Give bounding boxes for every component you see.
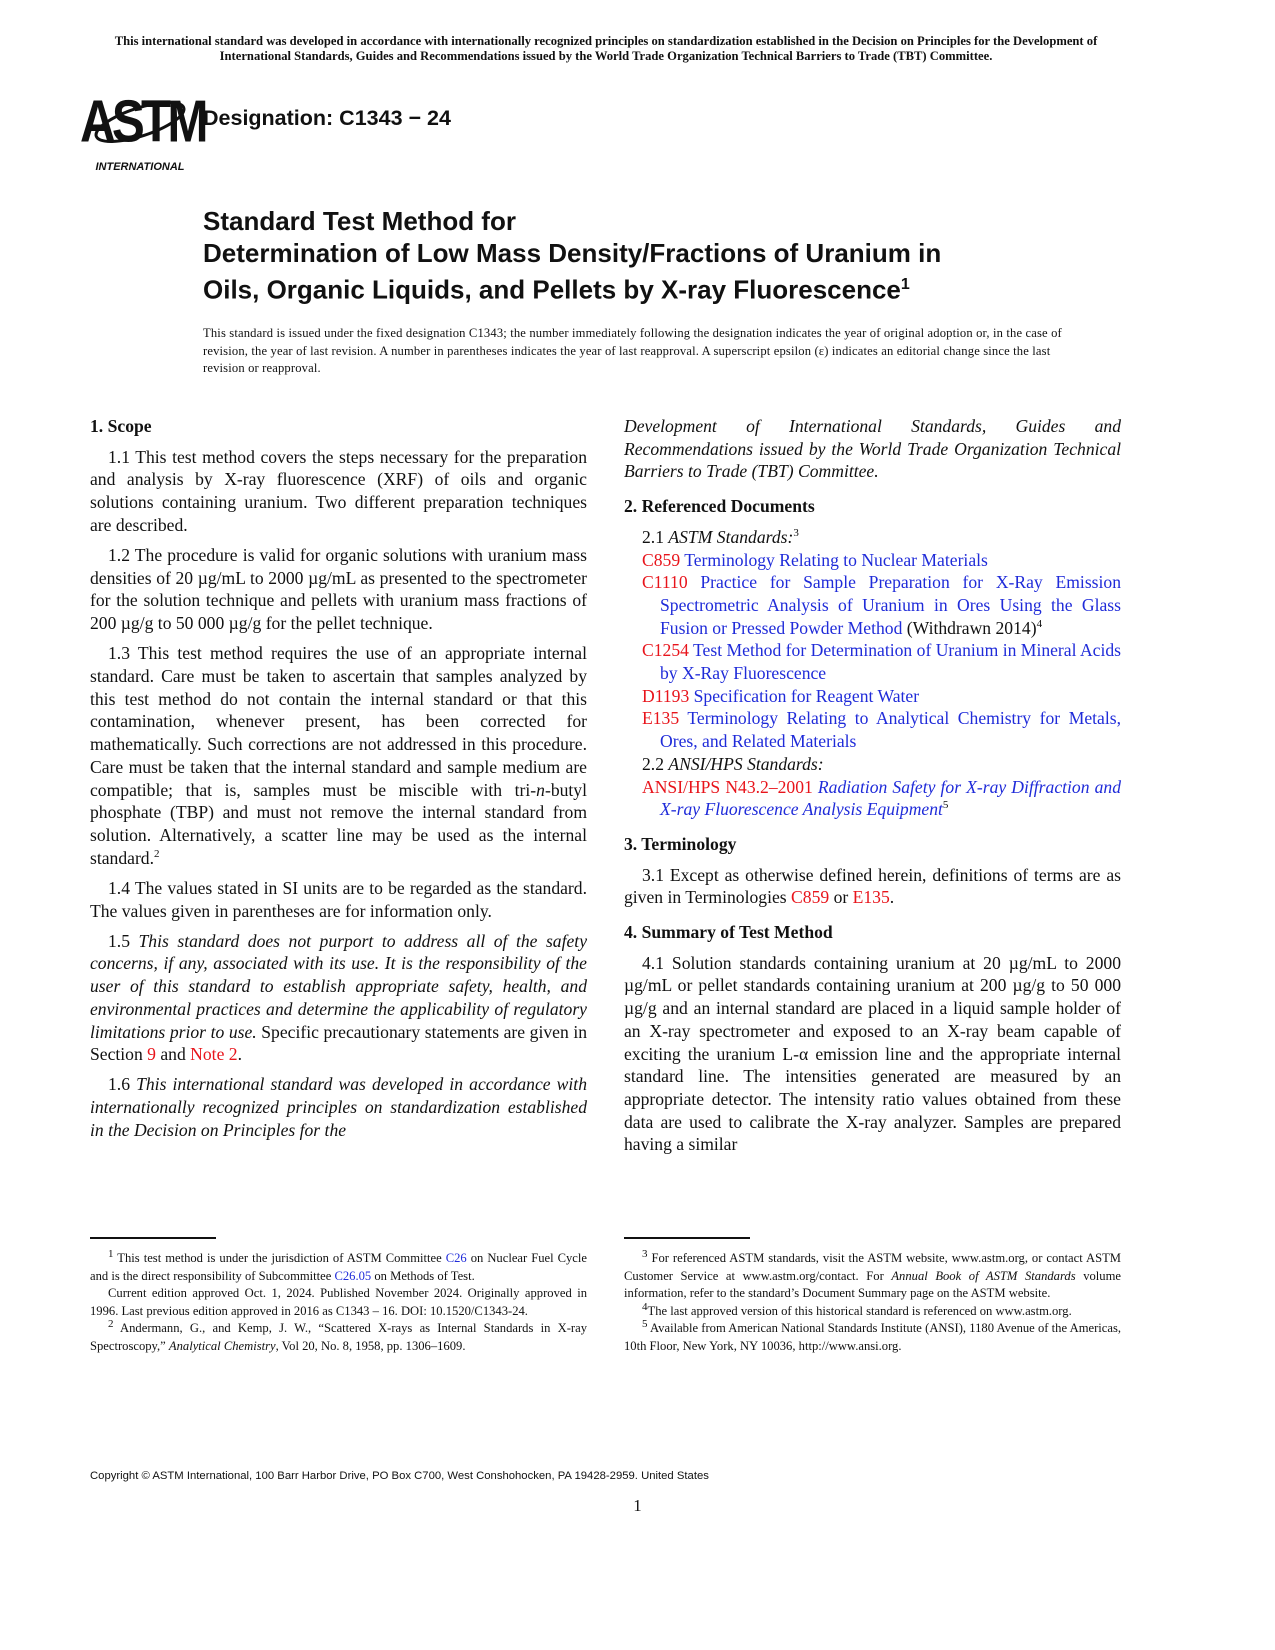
text-segment: and xyxy=(155,1044,191,1065)
paragraph xyxy=(90,642,587,869)
reference-link[interactable]: E135 xyxy=(642,708,680,729)
footnote xyxy=(90,1285,587,1320)
paragraph xyxy=(90,1073,587,1141)
text-segment: 3.1 Except as otherwise defined herein, definitions of terms are as given in Terminologies xyxy=(624,864,1121,908)
footnote-mark: 4 xyxy=(642,1300,648,1313)
footnotes-left xyxy=(90,1247,587,1355)
title-line xyxy=(203,269,941,306)
text-segment: 1.3 This test method requires the use of an appropriate internal standard. Care must be taken to ascertain that samples analyzed by this test method do not contain the internal standard or that this contamination, whenever present, has been corrected for mathematically. Such corrections are not addressed in this procedure. Care must be taken that the internal standard and sample medium are compatible; that is, samples must be miscible with tri- xyxy=(90,643,587,800)
paragraph xyxy=(624,753,1121,776)
section-heading xyxy=(624,833,1121,856)
text-segment: 1. Scope xyxy=(90,416,152,436)
right-column xyxy=(624,415,1121,1164)
tbt-notice: This international standard was developed in accordance with internationally recognized principles on standardization established in the Decision on Principles for the Development of International Standards, Guides and Recommendations issued by the World Trade Organization Technical Barriers to Trade (TBT) Committee. xyxy=(114,34,1098,63)
text-segment: 1.1 This test method covers the steps necessary for the preparation and analysis by X-ray fluorescence (XRF) of oils and organic solutions containing uranium. Two different preparation techniques are described. xyxy=(90,446,587,535)
reference-entry xyxy=(624,776,1121,821)
section-heading xyxy=(90,415,587,438)
text-segment: 3. Terminology xyxy=(624,833,737,854)
section-heading xyxy=(624,921,1121,944)
text-segment: Current edition approved Oct. 1, 2024. Published November 2024. Originally approved in 1996. Last previous edition approved in 2016 as C1343 – 16. DOI: 10.1520/C1343-24. xyxy=(90,1286,587,1318)
text-segment: 1.2 The procedure is valid for organic solutions with uranium mass densities of 20 µg/mL to 2000 µg/mL as presented to the spectrometer for the solution technique and pellets with uranium mass fractions of 200 µg/g to 50 000 µg/g for the pellet technique. xyxy=(90,545,587,634)
text-segment: -butyl phosphate (TBP) and must not remove the internal standard from solution. Alternatively, a scatter line may be used as the internal standard. xyxy=(90,779,587,868)
reference-link[interactable]: C26.05 xyxy=(334,1268,372,1283)
text-segment: on Nuclear Fuel Cycle and is the direct responsibility of Subcommittee xyxy=(90,1251,587,1283)
text-segment: 4. Summary of Test Method xyxy=(624,922,833,943)
text-segment: This test method is under the jurisdiction of ASTM Committee xyxy=(113,1251,446,1265)
left-column xyxy=(90,415,587,1149)
reference-entry xyxy=(624,685,1121,708)
reference-link[interactable]: Specification for Reagent Water xyxy=(689,685,920,706)
text-segment: on Methods of Test. xyxy=(371,1268,475,1283)
footnote-mark: 2 xyxy=(154,847,160,860)
footnote-mark: 4 xyxy=(1036,617,1043,630)
text-segment: This international standard was developed in accordance with internationally recognized principles on standardization established in the Decision on Principles for the xyxy=(90,1074,587,1140)
footnote-mark: 2 xyxy=(108,1317,114,1330)
paragraph xyxy=(624,415,1121,483)
issued-note: This standard is issued under the fixed designation C1343; the number immediately following the designation indicates the year of original adoption or, in the case of revision, the year of last revision. A number in parentheses indicates the year of last reapproval. A superscript epsilon (ε) indicates an editorial change since the last revision or reapproval. xyxy=(203,326,1062,375)
reference-entry xyxy=(624,549,1121,572)
reference-link[interactable]: E135 xyxy=(852,887,890,908)
paragraph xyxy=(90,877,587,922)
text-segment: 1.5 xyxy=(108,930,139,951)
text-segment: Available from American National Standards Institute (ANSI), 1180 Avenue of the Americas, 10th Floor, New York, NY 10036, http://www.ansi.org. xyxy=(624,1321,1121,1353)
reference-entry xyxy=(624,571,1121,639)
reference-link[interactable]: C859 xyxy=(642,549,681,570)
text-segment: For referenced ASTM standards, visit the ASTM website, www.astm.org, or contact ASTM Customer Service at www.astm.org/contact. For xyxy=(624,1251,1121,1283)
footnote xyxy=(624,1300,1121,1321)
footnote xyxy=(90,1317,587,1355)
paragraph xyxy=(624,864,1121,909)
footnote-mark: 3 xyxy=(642,1247,648,1260)
text-segment: This standard does not purport to address all of the safety concerns, if any, associated with its use. It is the responsibility of the user of this standard to establish appropriate safety, health, and environmental practices and determine the applicability of regulatory limitations prior to use. xyxy=(90,930,587,1042)
text-segment: Andermann, G., and Kemp, J. W., “Scattered X-rays as Internal Standards in X-ray Spectroscopy,” xyxy=(90,1321,587,1353)
reference-link[interactable]: C26 xyxy=(445,1251,467,1265)
paragraph xyxy=(90,930,587,1066)
paragraph xyxy=(624,526,1121,549)
text-segment: ANSI/HPS Standards: xyxy=(668,753,824,774)
footnote xyxy=(90,1247,587,1285)
text-segment: 2.1 xyxy=(642,526,669,547)
footnote-mark: 3 xyxy=(793,526,799,539)
footnote xyxy=(624,1247,1121,1303)
reference-link[interactable]: D1193 xyxy=(642,685,690,706)
footnote xyxy=(624,1317,1121,1355)
document-title xyxy=(203,205,941,306)
text-segment: . xyxy=(889,887,895,908)
title-line: Determination of Low Mass Density/Fractions of Uranium in xyxy=(203,238,942,268)
title-line: Standard Test Method for xyxy=(203,206,516,236)
paragraph xyxy=(90,544,587,635)
text-segment: Specific precautionary statements are given in Section xyxy=(90,1021,587,1065)
svg-text:INTERNATIONAL: INTERNATIONAL xyxy=(95,161,185,173)
reference-link[interactable]: Terminology Relating to Nuclear Materials xyxy=(680,549,988,570)
reference-link[interactable]: Terminology Relating to Analytical Chemistry for Metals, Ores, and Related Materials xyxy=(660,708,1121,752)
text-segment: volume information, refer to the standard’s Document Summary page on the ASTM website. xyxy=(624,1268,1121,1300)
section-heading xyxy=(624,495,1121,518)
text-segment: or xyxy=(829,887,853,908)
astm-logo xyxy=(79,84,205,174)
text-segment: The last approved version of this historical standard is referenced on www.astm.org. xyxy=(647,1303,1072,1318)
reference-link[interactable]: 9 xyxy=(147,1044,156,1065)
reference-entry xyxy=(624,639,1121,684)
paragraph xyxy=(624,952,1121,1156)
title-footnote-mark: 1 xyxy=(900,276,910,293)
text-segment: . xyxy=(237,1044,242,1065)
reference-link[interactable]: Radiation Safety for X-ray Diffraction and X-ray Fluorescence Analysis Equipment xyxy=(660,776,1121,820)
title-line-text: Oils, Organic Liquids, and Pellets by X-ray Fluorescence xyxy=(203,274,901,305)
svg-text:ASTM: ASTM xyxy=(79,86,205,155)
footnote-mark: 5 xyxy=(942,799,949,812)
footnote-mark: 1 xyxy=(108,1247,114,1260)
copyright: Copyright © ASTM International, 100 Barr Harbor Drive, PO Box C700, West Conshohocken, PA 19428-2959. United States xyxy=(90,1470,709,1482)
text-segment: Analytical Chemistry xyxy=(168,1338,276,1353)
reference-link[interactable]: ANSI/HPS N43.2–2001 xyxy=(642,776,813,797)
reference-entry xyxy=(624,707,1121,752)
footnote-mark: 5 xyxy=(642,1317,648,1330)
footnote-divider xyxy=(90,1237,216,1239)
footnote-divider xyxy=(624,1237,750,1239)
text-segment: 1.6 xyxy=(108,1074,137,1095)
text-segment: Annual Book of ASTM Standards xyxy=(891,1268,1076,1283)
text-segment: 2. Referenced Documents xyxy=(624,496,815,517)
text-segment: 1.4 The values stated in SI units are to be regarded as the standard. The values given in parentheses are for information only. xyxy=(90,877,587,921)
reference-link[interactable]: C859 xyxy=(791,887,830,908)
text-segment: ASTM Standards: xyxy=(668,526,794,547)
reference-link[interactable]: Test Method for Determination of Uranium in Mineral Acids by X-Ray Fluorescence xyxy=(660,640,1121,684)
reference-link[interactable]: C1254 xyxy=(642,640,689,661)
reference-link[interactable]: C1110 xyxy=(642,572,688,593)
text-segment: 2.2 xyxy=(642,753,669,774)
designation: Designation: C1343 − 24 xyxy=(203,106,451,130)
reference-link[interactable]: Practice for Sample Preparation for X-Ray Emission Spectrometric Analysis of Uranium in Ores Using the Glass Fusion or Pressed Powder Method xyxy=(660,572,1121,638)
text-segment: , Vol 20, No. 8, 1958, pp. 1306–1609. xyxy=(275,1338,466,1353)
text-segment: n xyxy=(536,779,545,800)
reference-link[interactable]: Note 2 xyxy=(190,1044,238,1065)
footnotes-right xyxy=(624,1247,1121,1355)
page-number: 1 xyxy=(633,1496,642,1515)
text-segment: (Withdrawn 2014) xyxy=(902,617,1037,638)
text-segment: 4.1 Solution standards containing uranium at 20 µg/mL to 2000 µg/mL or pellet standards containing uranium at 200 µg/g to 50 000 µg/g and an internal standard are placed in a liquid sample holder of an X-ray spectrometer and exposed to an X-ray beam capable of exciting the uranium L-α emission line and the appropriate internal standard line. The intensities generated are measured by an appropriate detector. The intensity ratio values obtained from these data are used to calibrate the X-ray analyzer. Samples are prepared having a similar xyxy=(624,952,1121,1155)
text-segment: Development of International Standards, Guides and Recommendations issued by the World Trade Organization Technical Barriers to Trade (TBT) Committee. xyxy=(624,416,1121,482)
paragraph xyxy=(90,446,587,537)
